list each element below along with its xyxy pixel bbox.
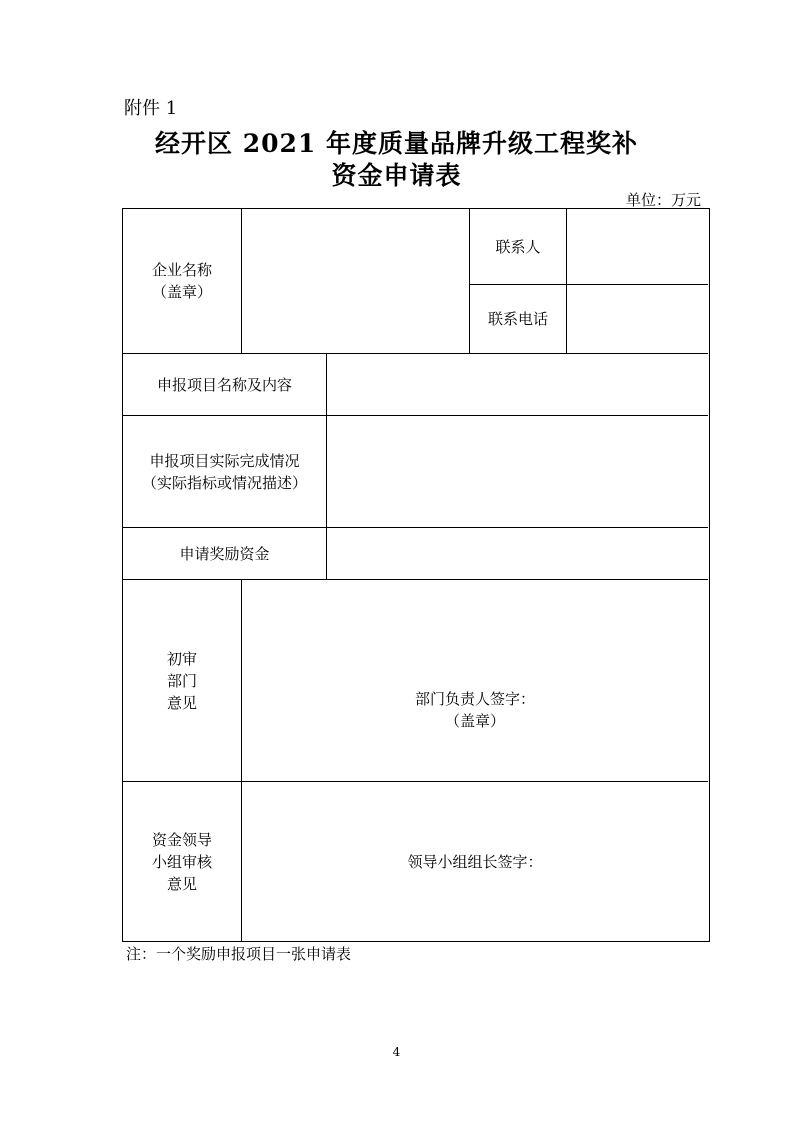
department-head-signature-label: 部门负责人签字： — [414, 690, 535, 708]
leader-group-review-field[interactable] — [242, 782, 708, 941]
project-completion-hint: （实际指标或情况描述） — [141, 473, 307, 492]
review-label-line2: 部门 — [166, 671, 197, 690]
review-label-line3: 意见 — [166, 693, 197, 712]
project-completion-text: 申报项目实际完成情况 — [149, 451, 300, 470]
contact-phone-label: 联系电话 — [487, 310, 548, 328]
leader-label-line3: 意见 — [166, 874, 197, 893]
footnote: 注：一个奖励申报项目一张申请表 — [126, 945, 352, 963]
contact-person-label: 联系人 — [495, 237, 541, 256]
preliminary-review-field[interactable] — [242, 580, 708, 781]
group-leader-signature-label: 领导小组组长签字： — [407, 852, 543, 871]
contact-person-field[interactable] — [567, 209, 708, 284]
project-completion-label — [123, 416, 326, 527]
reward-fund-label: 申请奖励资金 — [179, 544, 270, 563]
page-title-line2: 资金申请表 — [331, 161, 462, 190]
page-title-line1: 经开区 2021 年度质量品牌升级工程奖补 — [155, 129, 638, 158]
department-seal-label: （盖章） — [444, 712, 505, 730]
review-label-line1: 初审 — [166, 649, 197, 668]
contact-phone-field[interactable] — [567, 285, 708, 353]
page-number: 4 — [392, 1045, 401, 1059]
project-name-field[interactable] — [327, 354, 708, 415]
application-form-table — [122, 208, 710, 942]
unit-label: 单位：万元 — [625, 191, 701, 209]
leader-label-line2: 小组审核 — [151, 852, 212, 871]
company-name-label — [123, 209, 241, 353]
company-name-text: 企业名称 — [151, 261, 212, 279]
project-completion-field[interactable] — [327, 416, 708, 527]
company-name-field[interactable] — [242, 209, 469, 353]
company-seal-text: （盖章） — [151, 283, 212, 301]
attachment-label: 附件 1 — [124, 98, 178, 119]
project-name-label: 申报项目名称及内容 — [156, 375, 292, 394]
leader-label-line1: 资金领导 — [151, 830, 212, 849]
preliminary-review-label — [123, 580, 241, 781]
reward-fund-field[interactable] — [327, 528, 708, 579]
leader-group-review-label — [123, 782, 241, 941]
